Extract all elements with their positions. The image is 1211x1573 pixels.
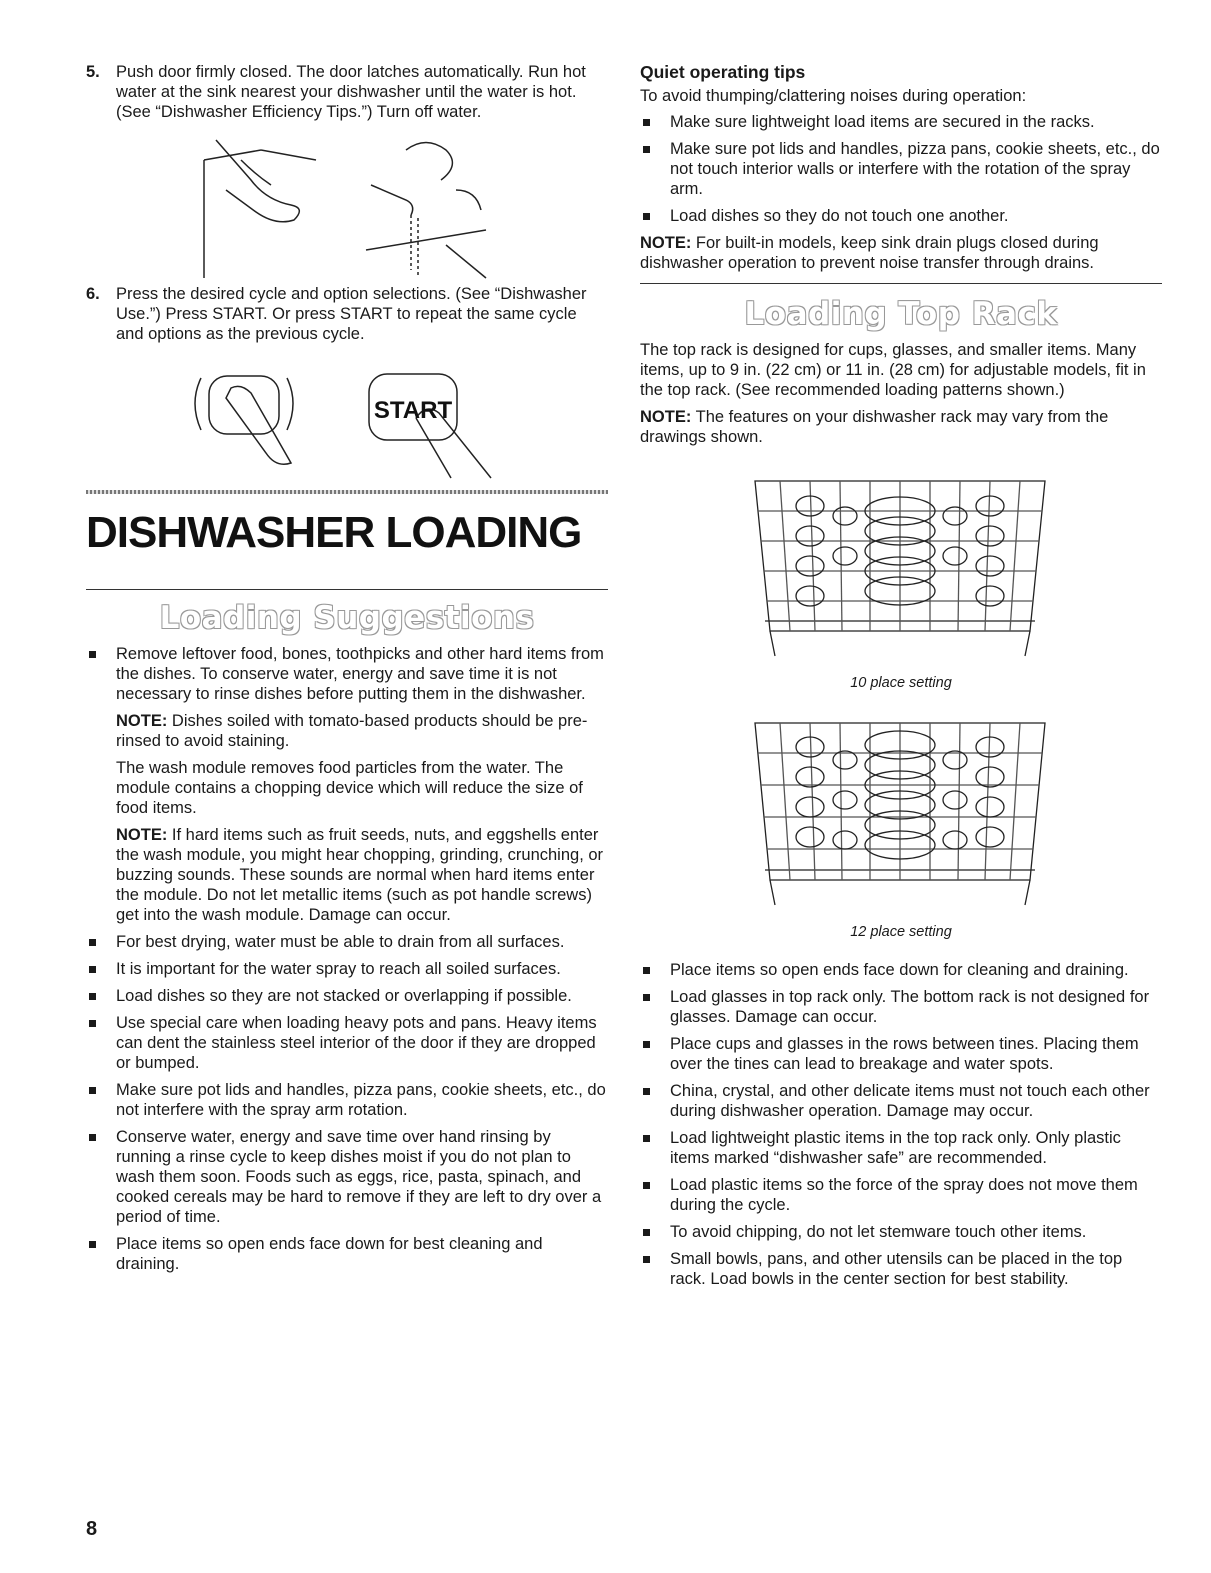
bullet-text: Use special care when loading heavy pots and pans. Heavy items can dent the stainless steel interior of the door if they are dropped or bumped. <box>116 1014 597 1072</box>
list-item <box>86 1080 608 1120</box>
quiet-tips-title: Quiet operating tips <box>640 62 806 82</box>
step-6 <box>86 284 608 344</box>
bullet-text: Place cups and glasses in the rows between tines. Placing them over the tines can lead to breakage and water spots. <box>670 1035 1139 1073</box>
step-5 <box>86 62 608 122</box>
rack-10-drawing <box>740 461 1060 671</box>
right-column <box>640 62 1162 1289</box>
rack-12-place-illustration <box>740 705 1162 920</box>
list-item <box>86 644 608 925</box>
caption-12-place: 12 place setting <box>850 924 952 940</box>
rack-10-place-illustration <box>740 461 1162 671</box>
bullet-text: Small bowls, pans, and other utensils can be placed in the top rack. Load bowls in the center section for best stability. <box>670 1250 1123 1288</box>
step-number: 5. <box>86 63 100 81</box>
bullet-text: Load dishes so they are not stacked or overlapping if possible. <box>116 987 572 1005</box>
list-item <box>640 206 1162 226</box>
rack-tips-list <box>640 960 1162 1289</box>
top-rack-para: The top rack is designed for cups, glasses, and smaller items. Many items, up to 9 in. (22 cm) or 11 in. (28 cm) for adjustable models, fit in the top rack. (See recommended loading patterns shown.) <box>640 341 1146 399</box>
left-column <box>86 62 608 1274</box>
note-label: NOTE: <box>640 234 692 252</box>
note-text: If hard items such as fruit seeds, nuts, and eggshells enter the wash module, you might hear chopping, grinding, crunching, or buzzing sounds. These sounds are normal when hard items enter the module. Do not let metallic items (such as pot handle screws) get into the wash module. Damage can occur. <box>116 826 604 924</box>
note <box>116 825 608 925</box>
door-faucet-drawing <box>196 130 496 280</box>
bullet-text: Load lightweight plastic items in the top rack only. Only plastic items marked “dishwasher safe” are recommended. <box>670 1129 1121 1167</box>
list-item <box>640 1249 1162 1289</box>
list-item <box>86 1127 608 1227</box>
note-label: NOTE: <box>116 712 168 730</box>
bullet-text: It is important for the water spray to reach all soiled surfaces. <box>116 960 561 978</box>
button-press-illustration <box>181 358 521 480</box>
subsection-title: Loading Suggestions <box>159 600 535 636</box>
note-text: Dishes soiled with tomato-based products should be pre-rinsed to avoid staining. <box>116 712 588 750</box>
step-text: Push door firmly closed. The door latches automatically. Run hot water at the sink nearest your dishwasher until the water is hot. (See “Dishwasher Efficiency Tips.”) Turn off water. <box>116 63 586 121</box>
bullet-text: Make sure pot lids and handles, pizza pans, cookie sheets, etc., do not interfere with the spray arm rotation. <box>116 1081 606 1119</box>
bullet-text: To avoid chipping, do not let stemware touch other items. <box>670 1223 1087 1241</box>
section-title: DISHWASHER LOADING <box>86 508 582 557</box>
bullet-text: Make sure pot lids and handles, pizza pans, cookie sheets, etc., do not touch interior walls or interfere with the rotation of the spray arm. <box>670 140 1160 198</box>
quiet-tips-intro: To avoid thumping/clattering noises during operation: <box>640 87 1027 105</box>
list-item <box>640 1222 1162 1242</box>
step-text: Press the desired cycle and option selections. (See “Dishwasher Use.”) Press START. Or press START to repeat the same cycle and options as the previous cycle. <box>116 285 587 343</box>
note-text: For built-in models, keep sink drain plugs closed during dishwasher operation to prevent noise transfer through drains. <box>640 234 1099 272</box>
bullet-text: Load glasses in top rack only. The bottom rack is not designed for glasses. Damage can occur. <box>670 988 1150 1026</box>
bullet-text: Conserve water, energy and save time over hand rinsing by running a rinse cycle to keep dishes moist if you do not plan to wash them soon. Foods such as eggs, rice, pasta, spinach, and cooked cereals may be hard to remove if they are left to dry over a period of time. <box>116 1128 602 1226</box>
list-item <box>640 139 1162 199</box>
list-item <box>640 1175 1162 1215</box>
note <box>116 711 608 751</box>
top-rack-note <box>640 407 1162 447</box>
list-item <box>640 1081 1162 1121</box>
quiet-tips-list <box>640 112 1162 226</box>
caption-10-place: 10 place setting <box>850 675 952 691</box>
bullet-text: Place items so open ends face down for best cleaning and draining. <box>116 1235 543 1273</box>
list-item <box>640 987 1162 1027</box>
bullet-text: Place items so open ends face down for cleaning and draining. <box>670 961 1129 979</box>
bullet-text: Remove leftover food, bones, toothpicks and other hard items from the dishes. To conserve water, energy and save time it is not necessary to rinse dishes before putting them in the dishwasher. <box>116 645 604 703</box>
step-number: 6. <box>86 285 100 303</box>
list-item <box>640 1128 1162 1168</box>
bullet-text: Make sure lightweight load items are secured in the racks. <box>670 113 1095 131</box>
suggestions-list <box>86 644 608 1274</box>
top-rack-title: Loading Top Rack <box>744 296 1058 332</box>
list-item <box>640 960 1162 980</box>
section-rule <box>640 283 1162 284</box>
note-label: NOTE: <box>640 408 692 426</box>
bullet-text: For best drying, water must be able to drain from all surfaces. <box>116 933 565 951</box>
list-item <box>86 986 608 1006</box>
list-item <box>86 932 608 952</box>
start-button-label: START <box>373 397 453 424</box>
note-label: NOTE: <box>116 826 168 844</box>
note-text: The features on your dishwasher rack may vary from the drawings shown. <box>640 408 1109 446</box>
page-number: 8 <box>86 1518 98 1540</box>
section-divider <box>86 490 608 494</box>
bullet-text: Load dishes so they do not touch one another. <box>670 207 1009 225</box>
list-item <box>640 112 1162 132</box>
bullet-text: Load plastic items so the force of the spray does not move them during the cycle. <box>670 1176 1138 1214</box>
door-and-faucet-illustration <box>196 130 608 280</box>
list-item <box>86 1234 608 1274</box>
title-rule <box>86 589 608 590</box>
quiet-note <box>640 233 1162 273</box>
button-press-drawing <box>181 358 521 480</box>
rack-12-drawing <box>740 705 1060 920</box>
list-item <box>640 1034 1162 1074</box>
bullet-text: China, crystal, and other delicate items must not touch each other during dishwasher operation. Damage may occur. <box>670 1082 1150 1120</box>
wash-module-para: The wash module removes food particles from the water. The module contains a chopping device which will reduce the size of food items. <box>116 759 583 817</box>
list-item <box>86 959 608 979</box>
list-item <box>86 1013 608 1073</box>
